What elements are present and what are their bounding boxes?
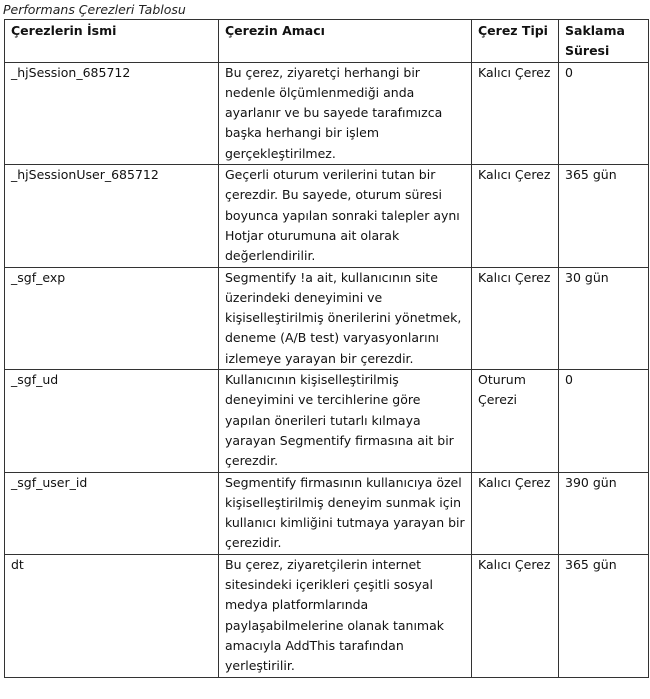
cookie-type-cell: Kalıcı Çerez: [472, 554, 559, 677]
cookie-purpose-cell: Geçerli oturum verilerini tutan bir çerezdir. Bu sayede, oturum süresi boyunca yapılan sonraki talepler aynı Hotjar oturumuna ait olarak değerlendirilir.: [219, 165, 472, 267]
table-header-row: [5, 20, 649, 63]
cookie-purpose-cell: Bu çerez, ziyaretçilerin internet sitesindeki içerikleri çeşitli sosyal medya platformlarında paylaşabilmelerine olanak tanımak amacıyla AddThis tarafından yerleştirilir.: [219, 554, 472, 677]
header-cookie-type: Çerez Tipi: [472, 20, 559, 63]
cookie-type-cell: Kalıcı Çerez: [472, 62, 559, 164]
cookie-name-cell: dt: [5, 554, 219, 677]
cookie-purpose-cell: Kullanıcının kişiselleştirilmiş deneyimini ve tercihlerine göre yapılan önerileri tutarlı kılmaya yarayan Segmentify firmasına ait bir çerezdir.: [219, 370, 472, 472]
table-row: [5, 554, 649, 677]
cookie-name-cell: _hjSession_685712: [5, 62, 219, 164]
cookie-type-cell: Kalıcı Çerez: [472, 267, 559, 369]
retention-period-cell: 30 gün: [559, 267, 649, 369]
header-cookie-purpose: Çerezin Amacı: [219, 20, 472, 63]
retention-period-cell: 365 gün: [559, 554, 649, 677]
cookie-type-cell: Oturum Çerezi: [472, 370, 559, 472]
table-row: [5, 165, 649, 267]
cookie-name-cell: _sgf_exp: [5, 267, 219, 369]
header-retention-period: Saklama Süresi: [559, 20, 649, 63]
table-row: [5, 370, 649, 472]
cookie-purpose-cell: Segmentify firmasının kullanıcıya özel kişiselleştirilmiş deneyim sunmak için kullanıcı kimliğini tutmaya yarayan bir çerezidir.: [219, 472, 472, 554]
table-row: [5, 62, 649, 164]
table-caption: Performans Çerezleri Tablosu: [3, 2, 186, 17]
table-row: [5, 267, 649, 369]
cookie-type-cell: Kalıcı Çerez: [472, 165, 559, 267]
cookie-name-cell: _sgf_ud: [5, 370, 219, 472]
cookie-name-cell: _hjSessionUser_685712: [5, 165, 219, 267]
table-row: [5, 472, 649, 554]
cookie-type-cell: Kalıcı Çerez: [472, 472, 559, 554]
retention-period-cell: 0: [559, 62, 649, 164]
header-cookie-name: Çerezlerin İsmi: [5, 20, 219, 63]
cookie-purpose-cell: Bu çerez, ziyaretçi herhangi bir nedenle ölçümlenmediği anda ayarlanır ve bu sayede tarafımızca başka herhangi bir işlem gerçekleştirilmez.: [219, 62, 472, 164]
cookie-purpose-cell: Segmentify !a ait, kullanıcının site üzerindeki deneyimini ve kişiselleştirilmiş önerilerini yönetmek, deneme (A/B test) varyasyonlarını izlemeye yarayan bir çerezdir.: [219, 267, 472, 369]
performance-cookies-table: [4, 19, 649, 678]
retention-period-cell: 0: [559, 370, 649, 472]
retention-period-cell: 390 gün: [559, 472, 649, 554]
cookie-name-cell: _sgf_user_id: [5, 472, 219, 554]
retention-period-cell: 365 gün: [559, 165, 649, 267]
